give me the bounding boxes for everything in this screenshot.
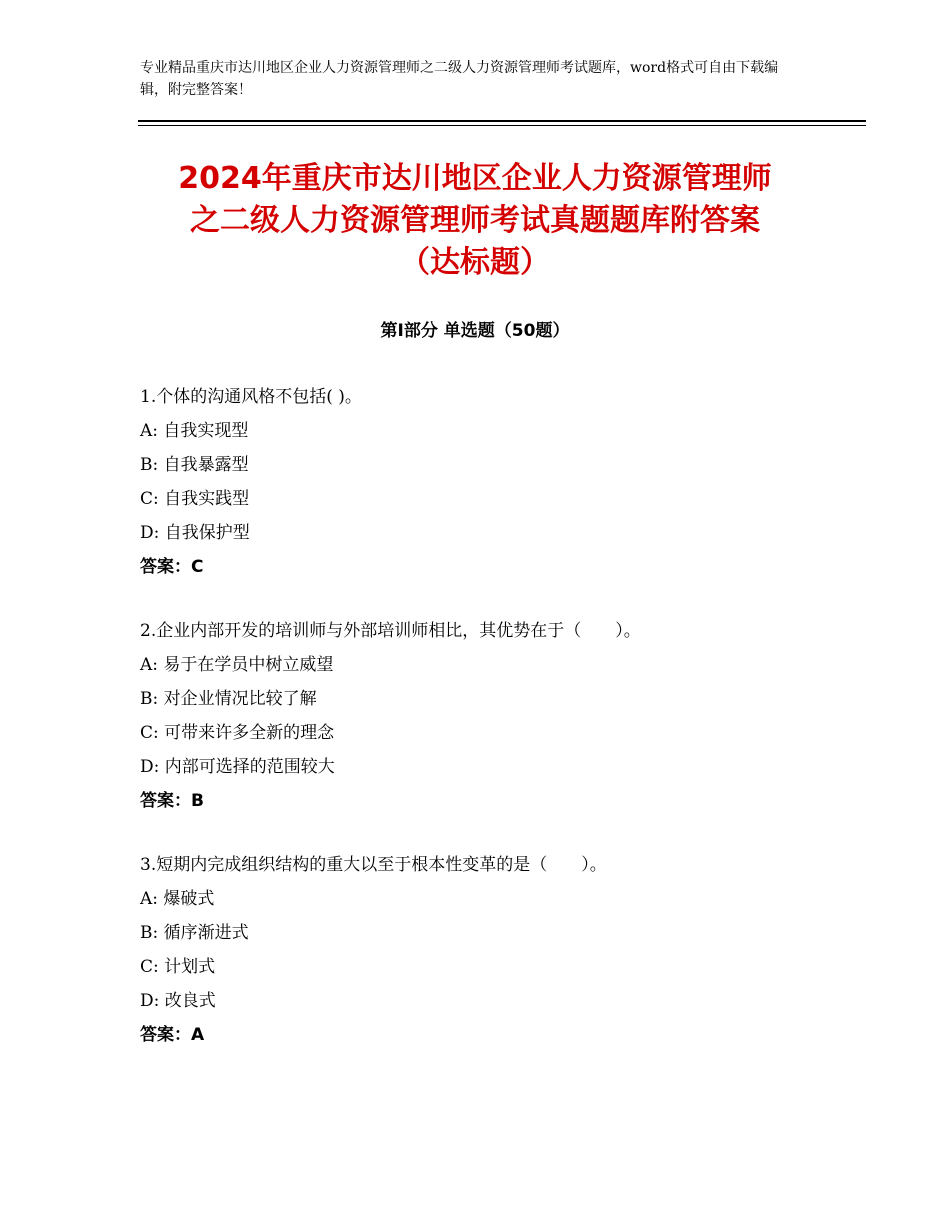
option-d: D: 自我保护型 (140, 523, 250, 543)
answer-line: 答案：A (140, 1025, 205, 1045)
option-b: B: 自我暴露型 (140, 455, 249, 475)
question-item (140, 614, 860, 818)
document-title (120, 158, 830, 284)
option-b: B: 循序渐进式 (140, 923, 249, 943)
option-c: C: 计划式 (140, 957, 216, 977)
option-d: D: 内部可选择的范围较大 (140, 757, 335, 777)
title-line: 2024年重庆市达川地区企业人力资源管理师 (178, 161, 772, 196)
answer-line: 答案：C (140, 557, 204, 577)
question-stem: 3.短期内完成组织结构的重大以至于根本性变革的是（ ）。 (140, 855, 607, 875)
option-a: A: 易于在学员中树立威望 (140, 655, 334, 675)
title-line: （达标题） (400, 245, 550, 280)
question-item (140, 848, 860, 1052)
question-list (140, 380, 860, 1082)
header-rule-thick (138, 120, 866, 122)
header-note: 专业精品重庆市达川地区企业人力资源管理师之二级人力资源管理师考试题库，word格式可自由下载编辑，附完整答案！ (140, 60, 779, 98)
question-stem: 1.个体的沟通风格不包括( )。 (140, 387, 362, 407)
title-line: 之二级人力资源管理师考试真题题库附答案 (190, 203, 760, 238)
option-c: C: 可带来许多全新的理念 (140, 723, 335, 743)
option-b: B: 对企业情况比较了解 (140, 689, 317, 709)
option-a: A: 爆破式 (140, 889, 215, 909)
section-heading: 第Ⅰ部分 单选题（50题） (380, 321, 570, 341)
header-rule-thin (138, 125, 866, 126)
option-a: A: 自我实现型 (140, 421, 249, 441)
question-item (140, 380, 860, 584)
option-c: C: 自我实践型 (140, 489, 250, 509)
option-d: D: 改良式 (140, 991, 216, 1011)
answer-line: 答案：B (140, 791, 204, 811)
question-stem: 2.企业内部开发的培训师与外部培训师相比，其优势在于（ ）。 (140, 621, 641, 641)
